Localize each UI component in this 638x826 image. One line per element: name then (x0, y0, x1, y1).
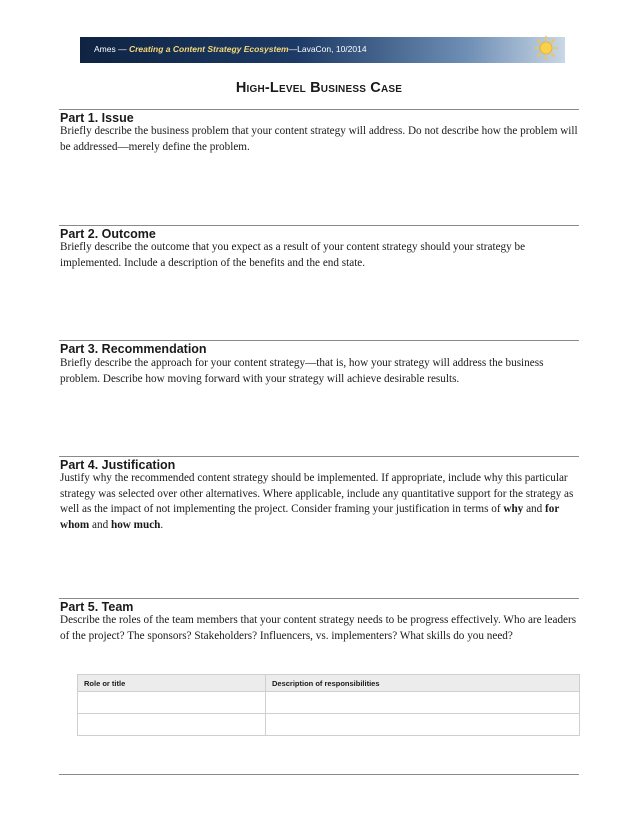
responsibilities-cell[interactable] (266, 714, 580, 736)
header-author: Ames — (94, 44, 129, 54)
part-1-description: Briefly describe the business problem that your content strategy will address. Do not describe how the problem will be addressed—merely define the problem. (60, 125, 578, 153)
part-5-description: Describe the roles of the team members that your content strategy needs to be progress effectively. Who are leaders of the project? The sponsors? Stakeholders? Influencers, vs. implementers? What skills do you need? (60, 614, 577, 642)
part-5-title: Part 5. Team (60, 600, 134, 614)
section-divider (59, 456, 579, 457)
responsibilities-column-header: Description of responsibilities (266, 675, 580, 692)
part-2-description: Briefly describe the outcome that you expect as a result of your content strategy should your strategy be implemented. Include a description of the benefits and the end state. (60, 241, 526, 269)
footer-divider (59, 774, 579, 775)
team-table (77, 674, 580, 736)
section-divider (59, 598, 579, 599)
part-3-description: Briefly describe the approach for your content strategy—that is, how your strategy will address the business problem. Describe how moving forward with your strategy will achieve desirable results. (60, 357, 544, 385)
section-divider (59, 225, 579, 226)
part-1-title: Part 1. Issue (60, 111, 134, 125)
table-row (78, 692, 580, 714)
responsibilities-cell[interactable] (266, 692, 580, 714)
part-4-text: Justify why the recommended content strategy should be implemented. If appropriate, include why this particular strategy was selected over other alternatives. Where applicable, include any quantitative support for the strategy as well as the impact of not implementing the project. Consider framing your justification in terms of (60, 472, 574, 515)
section-divider (59, 109, 579, 110)
header-banner (80, 37, 565, 63)
document-title (0, 80, 638, 96)
part-2-title: Part 2. Outcome (60, 227, 156, 241)
sun-icon (533, 35, 559, 61)
role-cell[interactable] (78, 692, 266, 714)
document-title-text: High-Level Business Case (235, 80, 403, 96)
section-divider (59, 340, 579, 341)
header-event: —LavaCon, 10/2014 (288, 44, 367, 54)
table-row (78, 714, 580, 736)
emphasis-how-much: how much (110, 518, 161, 531)
part-4-description (60, 471, 580, 533)
header-conference-title: Creating a Content Strategy Ecosystem (128, 44, 289, 54)
part-4-text: . (160, 518, 164, 531)
header-text (94, 44, 367, 54)
part-4-text: and (89, 518, 111, 531)
emphasis-why: why (503, 503, 524, 515)
role-column-header: Role or title (78, 675, 266, 692)
emphasis-for-whom: for whom (60, 503, 560, 531)
part-4-title: Part 4. Justification (60, 458, 176, 472)
part-4-text: and (523, 503, 546, 515)
part-3-title: Part 3. Recommendation (60, 342, 207, 356)
role-cell[interactable] (78, 714, 266, 736)
table-header-row (78, 675, 580, 692)
